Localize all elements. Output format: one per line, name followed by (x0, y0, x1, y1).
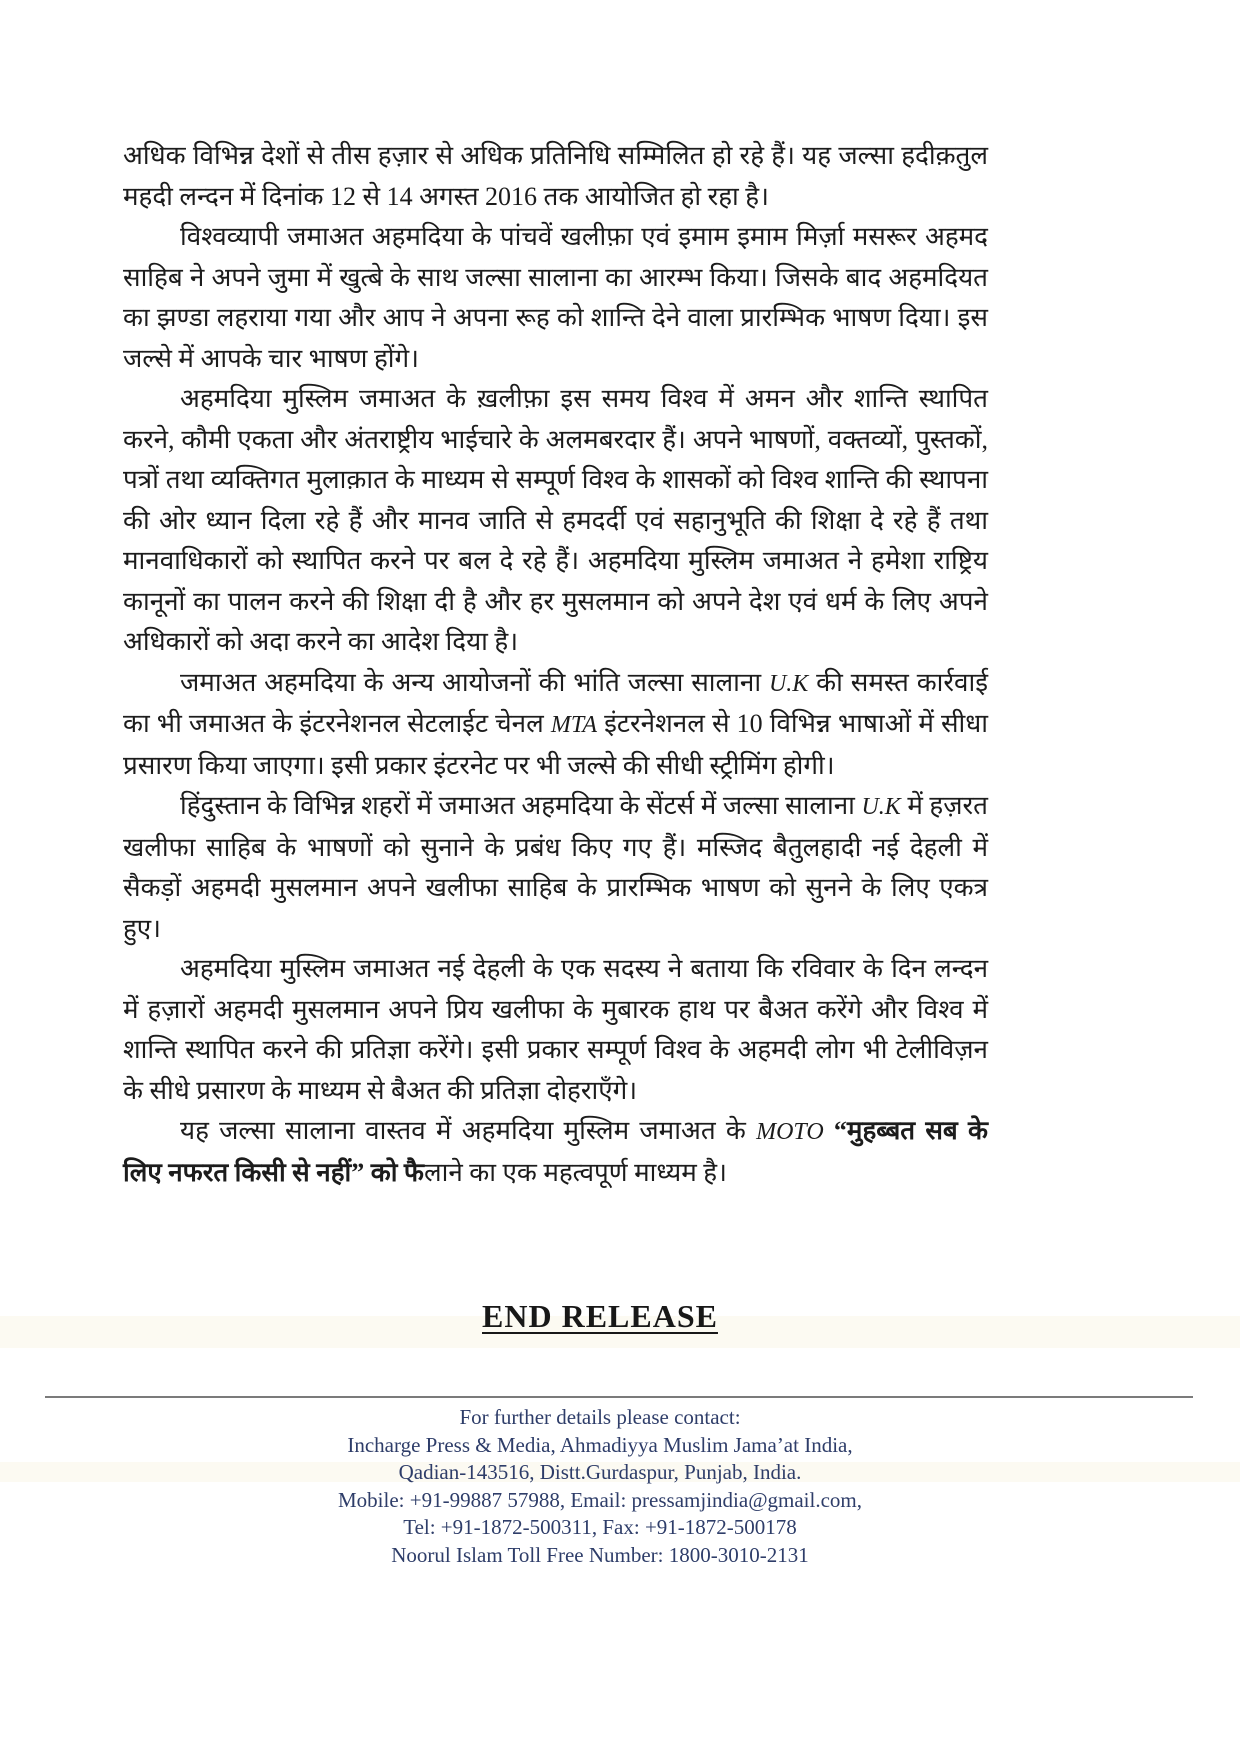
paragraph-text: हिंदुस्तान के विभिन्न शहरों में जमाअत अहमदिया के सेंटर्स में जल्सा सालाना (180, 791, 862, 820)
footer-contact-name: Incharge Press & Media, Ahmadiyya Muslim Jama’at India, (347, 1432, 853, 1457)
footer-tollfree: Noorul Islam Toll Free Number: 1800-3010-2131 (391, 1542, 809, 1567)
footer-mobile-email: Mobile: +91-99887 57988, Email: pressamjindia@gmail.com, (337, 1487, 863, 1512)
mta-abbreviation: MTA (550, 712, 598, 738)
footer-divider-line (45, 1396, 1193, 1398)
paragraph-text: की समस्त कार्रवाई का भी जमाअत के इंटरनेशनल सेटलाईट चेनल (123, 667, 988, 738)
uk-abbreviation: U.K (861, 794, 901, 820)
end-release-text: END RELEASE (482, 1298, 718, 1334)
paragraph-baiat-pledge (123, 949, 988, 1111)
footer-tel-fax: Tel: +91-1872-500311, Fax: +91-1872-500178 (403, 1515, 797, 1539)
footer-contact-intro: For further details please contact: (459, 1405, 741, 1429)
footer-address: Qadian-143516, Distt.Gurdaspur, Punjab, India. (398, 1460, 802, 1484)
paragraph-motto (123, 1111, 988, 1193)
motto-quote-bold: “मुहब्बत सब के लिए नफरत किसी से नहीं” को फै (123, 1116, 988, 1187)
end-release-heading (45, 1298, 1155, 1335)
uk-abbreviation: U.K (768, 670, 809, 697)
paragraph-india-centers (123, 786, 988, 949)
contact-footer (45, 1404, 1155, 1569)
paragraph-continuation (123, 136, 988, 217)
paragraph-text: जमाअत अहमदिया के अन्य आयोजनों की भांति जल्सा सालाना (180, 667, 769, 697)
paragraph-mta-broadcast (123, 663, 988, 787)
paragraph-peace-mission (123, 379, 988, 663)
moto-word: MOTO (756, 1119, 824, 1145)
paragraph-text: में हज़रत खलीफा साहिब के भाषणों को सुनाने के प्रबंध किए गए हैं। मस्जिद बैतुलहादी नई देहली में सैकड़ों अहमदी मुसलमान अपने खलीफा साहिब के प्रारम्भिक भाषण को सुनने के लिए एकत्र हुए। (123, 791, 988, 943)
paragraph-text: अहमदिया मुस्लिम जमाअत के ख़लीफ़ा इस समय विश्व में अमन और शान्ति स्थापित करने, कौमी एकता और अंतराष्ट्रीय भाईचारे के अलमबरदार हैं। अपने भाषणों, वक्तव्यों, पुस्तकों, पत्रों तथा व्यक्तिगत मुलाक़ात के माध्यम से सम्पूर्ण विश्व के शासकों को विश्व शान्ति की स्थापना की ओर ध्यान दिला रहे हैं और मानव जाति से हमदर्दी एवं सहानुभूति की शिक्षा दे रहे हैं तथा मानवाधिकारों को स्थापित करने पर बल दे रहे हैं। अहमदिया मुस्लिम जमाअत ने हमेशा राष्ट्रिय कानूनों का पालन करने की शिक्षा दी है और हर मुसलमान को अपने देश एवं धर्म के लिए अपने अधिकारों को अदा करने का आदेश दिया है। (123, 384, 988, 656)
paragraph-text: इंटरनेशनल से 10 विभिन्न भाषाओं में सीधा प्रसारण किया जाएगा। इसी प्रकार इंटरनेट पर भी जल्से की सीधी स्ट्रीमिंग होगी। (123, 709, 989, 780)
paragraph-khalifa-arrival (123, 217, 988, 379)
paragraph-text: अहमदिया मुस्लिम जमाअत नई देहली के एक सदस्य ने बताया कि रविवार के दिन लन्दन में हज़ारों अहमदी मुसलमान अपने प्रिय खलीफा के मुबारक हाथ पर बैअत करेंगे और विश्व में शान्ति स्थापित करने की प्रतिज्ञा करेंगे। इसी प्रकार सम्पूर्ण विश्व के अहमदी लोग भी टेलीविज़न के सीधे प्रसारण के माध्यम से बैअत की प्रतिज्ञा दोहराएँगे। (123, 954, 988, 1105)
document-body (123, 136, 988, 1193)
paragraph-text: लाने का एक महत्वपूर्ण माध्यम है। (423, 1157, 727, 1187)
paragraph-text: अधिक विभिन्न देशों से तीस हज़ार से अधिक प्रतिनिधि सम्मिलित हो रहे हैं। यह जल्सा हदीक़तुल महदी लन्दन में दिनांक 12 से 14 अगस्त 2016 तक आयोजित हो रहा है। (123, 141, 988, 211)
paragraph-text: विश्वव्यापी जमाअत अहमदिया के पांचवें खलीफ़ा एवं इमाम इमाम मिर्ज़ा मसरूर अहमद साहिब ने अपने जुमा में खुत्बे के साथ जल्सा सालाना का आरम्भ किया। जिसके बाद अहमदियत का झण्डा लहराया गया और आप ने अपना रूह को शान्ति देने वाला प्रारम्भिक भाषण दिया। इस जल्से में आपके चार भाषण होंगे। (123, 222, 988, 373)
paragraph-text: यह जल्सा सालाना वास्तव में अहमदिया मुस्लिम जमाअत के (180, 1116, 757, 1145)
